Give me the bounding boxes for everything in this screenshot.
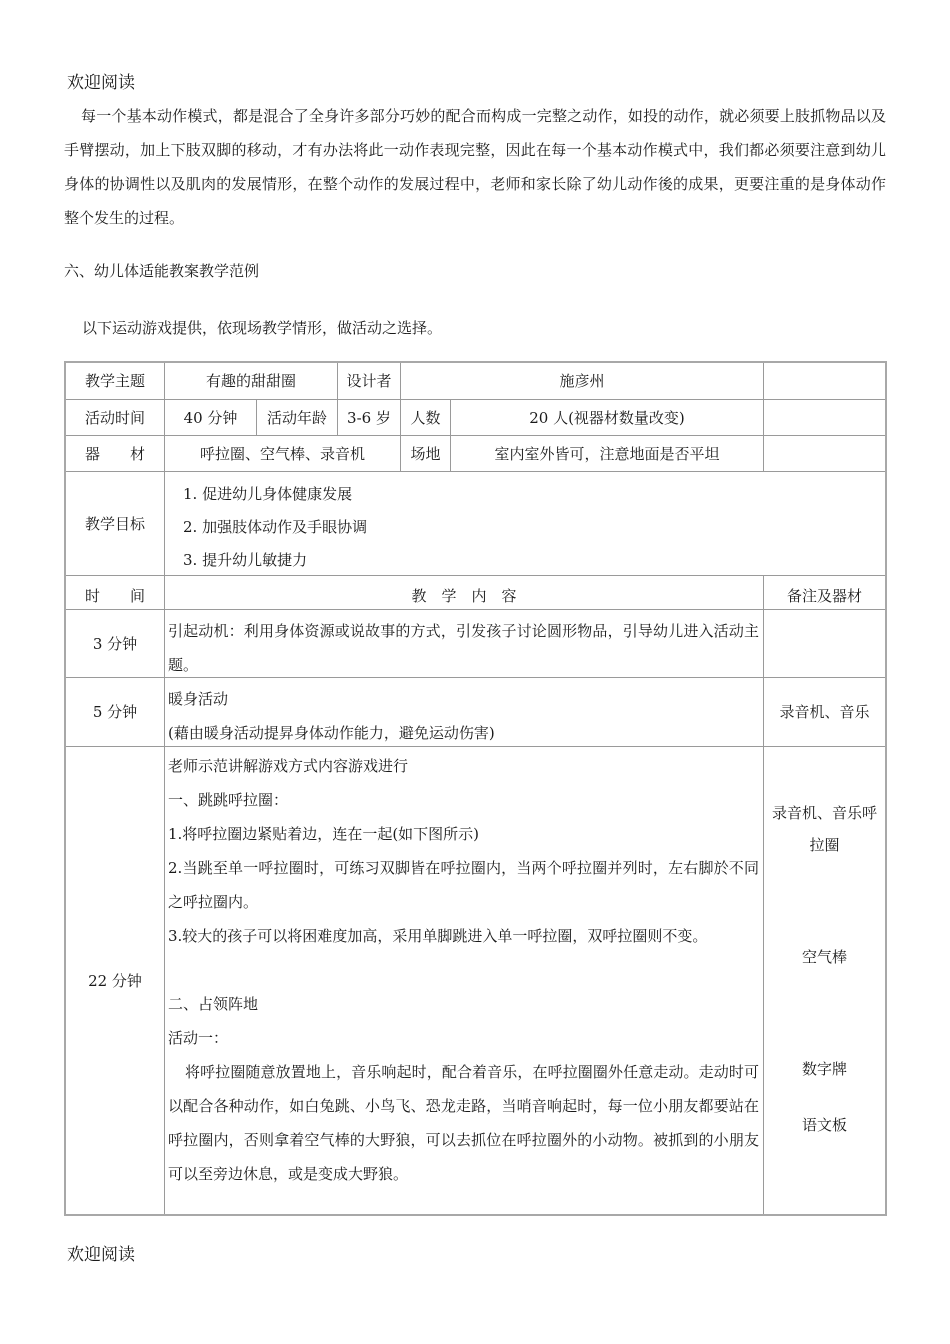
venue-label: 场地 (401, 436, 451, 472)
time-cell: 22 分钟 (66, 747, 165, 1214)
theme-label: 教学主题 (66, 363, 165, 400)
empty-cell (764, 363, 885, 400)
content-line: 活动一： (168, 1029, 229, 1047)
body-paragraph: 每一个基本动作模式，都是混合了全身许多部分巧妙的配合而构成一完整之动作，如投的动作，就必须要上肢抓物品以及手臂摆动，加上下肢双脚的移动，才有办法将此一动作表现完整，因此在每一个基本动作模式中，我们都必须要注意到幼儿身体的协调性以及肌肉的发展情形，在整个动作的发展过程中，老师和家长除了幼儿动作後的成果，更要注重的是身体动作整个发生的过程。 (64, 107, 886, 227)
content-line: 3.较大的孩子可以将困难度加高，采用单脚跳进入单一呼拉圈，双呼拉圈则不变。 (168, 927, 708, 945)
page-footer: 欢迎阅读 (67, 1245, 135, 1265)
people-value: 20 人(视器材数量改变) (451, 400, 764, 436)
goal-item: 2. 加强肢体动作及手眼协调 (183, 518, 368, 536)
venue-value: 室内室外皆可，注意地面是否平坦 (451, 436, 764, 472)
notes-cell (764, 610, 885, 678)
content-line: 一、跳跳呼拉圈： (168, 791, 289, 809)
content-line: 二、占领阵地 (168, 995, 259, 1013)
note-item: 语文板 (801, 1116, 847, 1134)
goal-item: 3. 提升幼儿敏捷力 (183, 551, 308, 569)
content-cell: 引起动机：利用身体资源或说故事的方式，引发孩子讨论圆形物品，引导幼儿进入活动主题。 (165, 610, 764, 678)
note-item: 录音机、音乐呼拉圈 (771, 804, 877, 854)
lesson-plan-table (64, 361, 887, 1216)
designer-value: 施彦州 (401, 363, 764, 400)
time-label: 活动时间 (66, 400, 165, 436)
content-line: 老师示范讲解游戏方式内容游戏进行 (168, 757, 409, 775)
column-header-content: 教 学 内 容 (165, 576, 764, 610)
time-cell: 3 分钟 (66, 610, 165, 678)
note-item: 数字牌 (801, 1060, 847, 1078)
theme-value: 有趣的甜甜圈 (165, 363, 338, 400)
goals-list (165, 472, 885, 576)
content-line: 1.将呼拉圈边紧贴着边，连在一起(如下图所示) (168, 825, 480, 843)
goals-label: 教学目标 (66, 472, 165, 576)
time-value: 40 分钟 (165, 400, 257, 436)
designer-label: 设计者 (338, 363, 401, 400)
empty-cell (764, 436, 885, 472)
people-label: 人数 (401, 400, 451, 436)
goal-item: 1. 促进幼儿身体健康发展 (183, 485, 353, 503)
equipment-label: 器 材 (66, 436, 165, 472)
content-line: 暖身活动 (168, 690, 229, 708)
column-header-notes: 备注及器材 (764, 576, 885, 610)
column-header-time: 时 间 (66, 576, 165, 610)
content-cell (165, 747, 764, 1214)
content-cell (165, 678, 764, 747)
content-line: (藉由暖身活动提昇身体动作能力，避免运动伤害) (168, 724, 495, 742)
content-line: 将呼拉圈随意放置地上，音乐响起时，配合着音乐，在呼拉圈圈外任意走动。走动时可以配合各种动作，如白兔跳、小鸟飞、恐龙走路，当哨音响起时，每一位小朋友都要站在呼拉圈内，否则拿着空气棒的大野狼，可以去抓位在呼拉圈外的小动物。被抓到的小朋友可以至旁边休息，或是变成大野狼。 (168, 1063, 759, 1183)
notes-cell (764, 747, 885, 1214)
section-title: 六、幼儿体适能教案教学范例 (64, 262, 260, 280)
time-cell: 5 分钟 (66, 678, 165, 747)
note-item: 空气棒 (801, 948, 847, 966)
age-label: 活动年龄 (257, 400, 338, 436)
intro-text: 以下运动游戏提供，依现场教学情形，做活动之选择。 (82, 319, 443, 337)
equipment-value: 呼拉圈、空气棒、录音机 (165, 436, 401, 472)
age-value: 3-6 岁 (338, 400, 401, 436)
page-header: 欢迎阅读 (67, 73, 135, 93)
empty-cell (764, 400, 885, 436)
notes-cell: 录音机、音乐 (764, 678, 885, 747)
content-line: 2.当跳至单一呼拉圈时，可练习双脚皆在呼拉圈内，当两个呼拉圈并列时，左右脚於不同之呼拉圈内。 (168, 859, 759, 911)
